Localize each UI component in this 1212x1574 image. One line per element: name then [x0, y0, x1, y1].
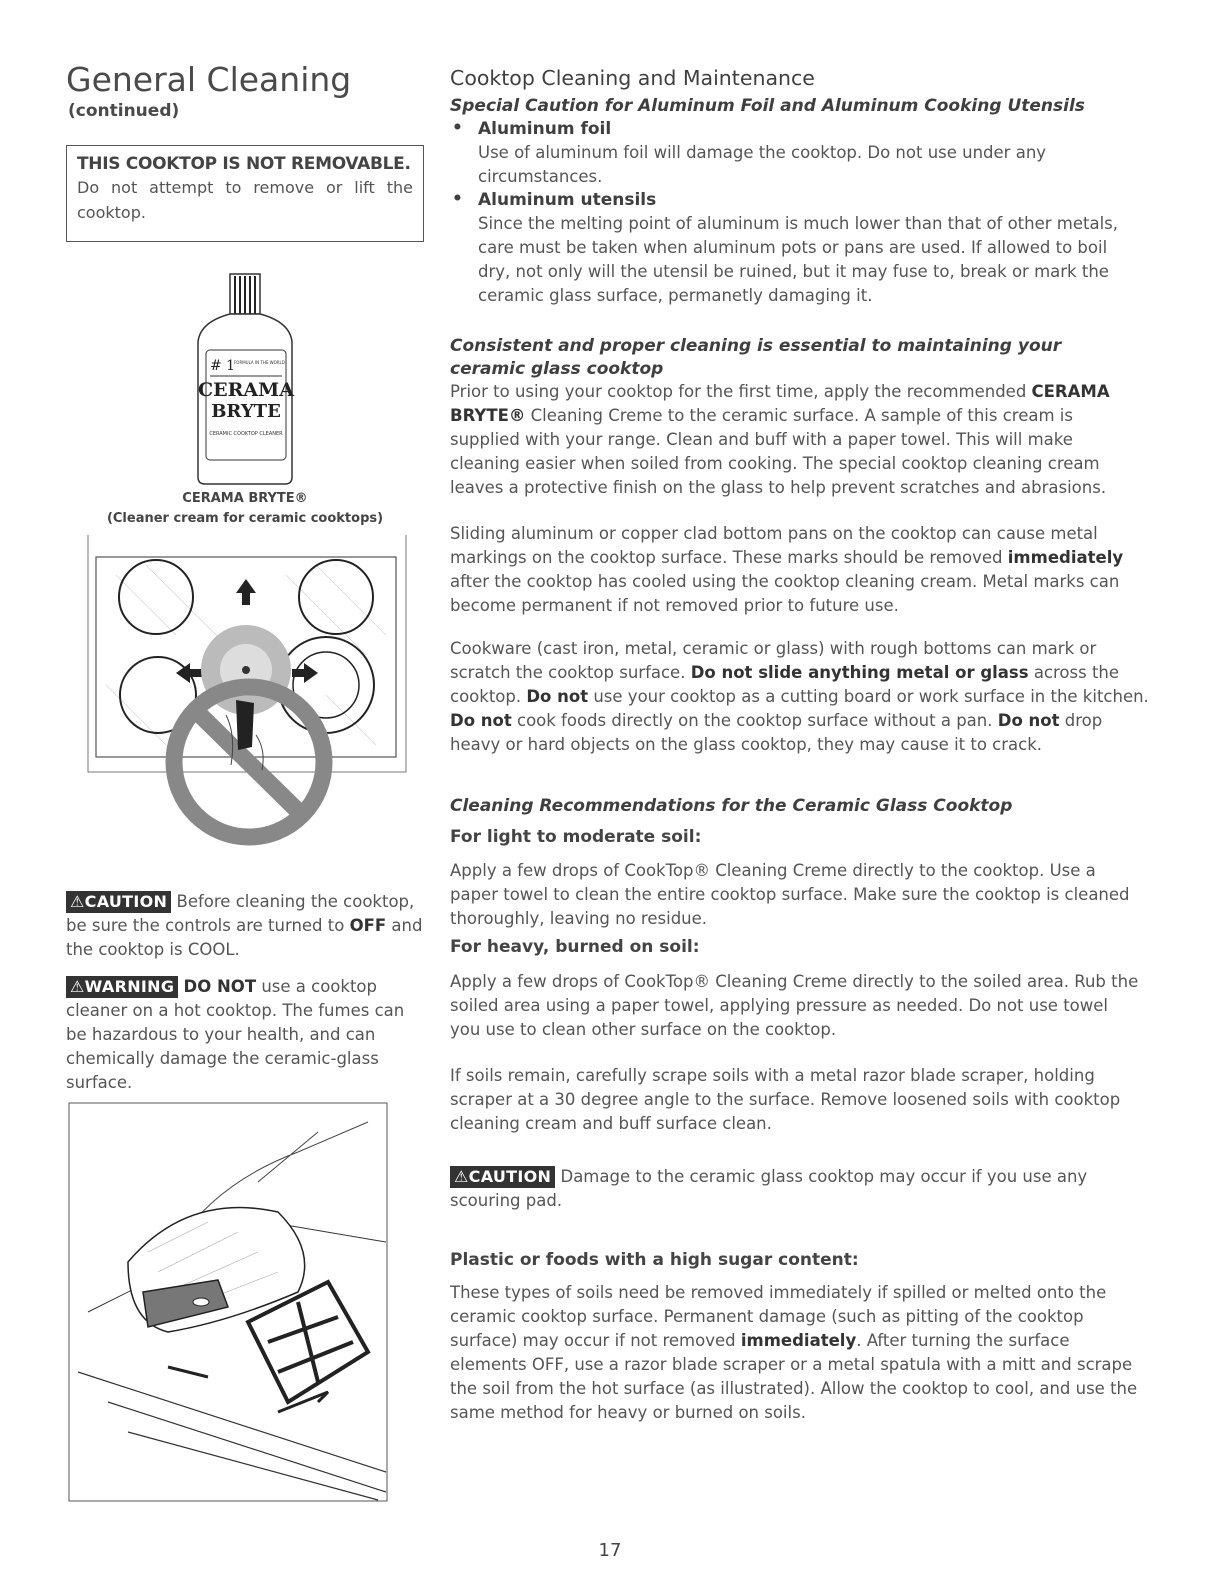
cookware-text: Cookware (cast iron, metal, ceramic or glass) with rough bottoms can mark or scratch the cooktop surface. Do not slide anything metal or glass across the cooktop. Do not use your cooktop as a cutting board or work surface in the kitchen. Do not cook foods directly on the cooktop surface without a pan. Do not drop heavy or hard objects on the glass cooktop, they may cause it to crack. [450, 639, 1149, 754]
sliding-pans-text: Sliding aluminum or copper clad bottom pans on the cooktop can cause metal markings on the cooktop surface. These marks should be removed immediately after the cooktop has cooled using the cooktop cleaning cream. Metal marks can become permanent if not removed prior to future use. [450, 524, 1124, 615]
razor-scraper-mitt-illustration [68, 1102, 388, 1502]
notice-heading: THIS COOKTOP IS NOT REMOVABLE. [77, 154, 411, 174]
caution-badge: ⚠CAUTION [66, 891, 171, 913]
warning-badge: ⚠WARNING [66, 976, 178, 998]
page-title: General Cleaning [66, 60, 352, 99]
bullet-aluminum-foil-text: Use of aluminum foil will damage the cooktop. Do not use under any circumstances. [478, 143, 1047, 186]
plastic-sugar-heading: Plastic or foods with a high sugar content: [450, 1250, 859, 1270]
bottle-label-top: # 1 [210, 358, 236, 374]
cooktop-do-not-slide-illustration [86, 535, 408, 865]
product-caption-name: CERAMA BRYTE® [182, 491, 308, 506]
consistent-cleaning-heading: Consistent and proper cleaning is essential to maintaining your ceramic glass cooktop [450, 336, 1062, 379]
bottle-brand-line2: BRYTE [211, 401, 281, 422]
light-soil-text: Apply a few drops of CookTop® Cleaning Creme directly to the cooktop. Use a paper towel to clean the entire cooktop surface. Make sure the cooktop is cleaned thoroughly, leaving no residue. [450, 861, 1130, 928]
soils-remain-text: If soils remain, carefully scrape soils with a metal razor blade scraper, holding scraper at a 30 degree angle to the surface. Remove loosened soils with cooktop cleaning cream and buff surface clean. [450, 1066, 1121, 1133]
bullet-aluminum-foil-title: Aluminum foil [478, 119, 612, 139]
bottle-brand-small: CERAMIC COOKTOP CLEANER [209, 431, 283, 437]
warning-hot-cooktop: ⚠WARNING DO NOT use a cooktop cleaner on a hot cooktop. The fumes can be hazardous to your health, and can chemically damage the ceramic-glass surface. [66, 977, 405, 1092]
caution-before-cleaning: ⚠CAUTION Before cleaning the cooktop, be sure the controls are turned to OFF and the cooktop is COOL. [66, 892, 423, 959]
page-number: 17 [598, 1540, 622, 1561]
bullet-aluminum-utensils-text: Since the melting point of aluminum is much lower than that of other metals, care must be taken when aluminum pots or pans are used. If allowed to boil dry, not only will the utensil be ruined, but it may fuse to, break or mark the ceramic glass surface, permanetly damaging it. [478, 214, 1119, 305]
caution-scouring-pad: ⚠CAUTION Damage to the ceramic glass cooktop may occur if you use any scouring pad. [450, 1167, 1088, 1210]
removable-notice-box [66, 145, 424, 242]
bullet-aluminum-utensils-title: Aluminum utensils [478, 190, 657, 210]
cerama-bryte-bottle-illustration [190, 272, 300, 487]
heavy-soil-heading: For heavy, burned on soil: [450, 937, 700, 957]
bullet-dot: • [452, 189, 463, 209]
caution-badge: ⚠CAUTION [450, 1166, 555, 1188]
page-subtitle: (continued) [68, 101, 180, 121]
bullet-dot: • [452, 118, 463, 138]
consistent-cleaning-text: Prior to using your cooktop for the first time, apply the recommended CERAMA BRYTE® Cleaning Creme to the ceramic surface. A sample of this cream is supplied with your range. Clean and buff with a paper towel. This will make cleaning easier when soiled from cooking. The special cooktop cleaning cream leaves a protective finish on the glass to help prevent scratches and abrasions. [450, 382, 1110, 497]
plastic-sugar-text: These types of soils need be removed immediately if spilled or melted onto the ceramic cooktop surface. Permanent damage (such as pitting of the cooktop surface) may occur if not removed immediately. After turning the surface elements OFF, use a razor blade scraper or a metal spatula with a mitt and scrape the soil from the hot surface (as illustrated). Allow the cooktop to cool, and use the same method for heavy or burned on soils. [450, 1283, 1138, 1422]
section-heading-cooktop-cleaning: Cooktop Cleaning and Maintenance [450, 66, 815, 90]
product-caption-desc: (Cleaner cream for ceramic cooktops) [106, 511, 384, 526]
special-caution-heading: Special Caution for Aluminum Foil and Aluminum Cooking Utensils [450, 96, 1085, 116]
bottle-label-top-small: FORMULA IN THE WORLD [234, 360, 285, 365]
light-soil-heading: For light to moderate soil: [450, 827, 702, 847]
bottle-brand-line1: CERAMA [198, 379, 294, 401]
heavy-soil-text: Apply a few drops of CookTop® Cleaning Creme directly to the soiled area. Rub the soiled area using a paper towel, applying pressure as needed. Do not use towel you use to clean other surface on the cooktop. [450, 972, 1139, 1039]
recommendations-heading: Cleaning Recommendations for the Ceramic Glass Cooktop [450, 796, 1013, 816]
notice-body: Do not attempt to remove or lift the cooktop. [77, 178, 413, 222]
